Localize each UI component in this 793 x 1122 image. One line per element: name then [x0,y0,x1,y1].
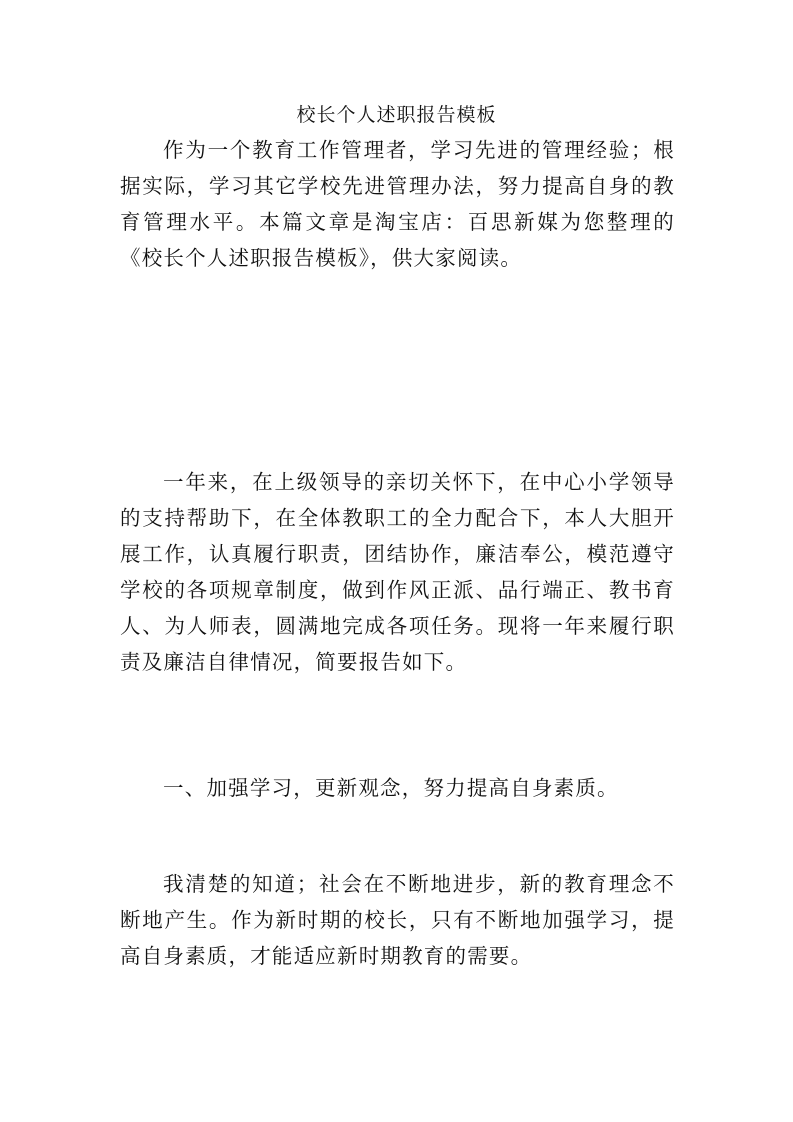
paragraph-overview: 一年来，在上级领导的亲切关怀下，在中心小学领导的支持帮助下，在全体教职工的全力配合下，本人大胆开展工作，认真履行职责，团结协作，廉洁奉公，模范遵守学校的各项规章制度，做到作风正派、品行端正、教书育人、为人师表，圆满地完成各项任务。现将一年来履行职责及廉洁自律情况，简要报告如下。 [120,470,675,674]
document-title: 校长个人述职报告模板 [296,104,497,126]
paragraph-section-1: 我清楚的知道；社会在不断地进步，新的教育理念不断地产生。作为新时期的校长，只有不断地加强学习，提高自身素质，才能适应新时期教育的需要。 [120,872,675,968]
section-heading-1: 一、加强学习，更新观念，努力提高自身素质。 [163,776,619,800]
paragraph-intro: 作为一个教育工作管理者，学习先进的管理经验；根据实际，学习其它学校先进管理办法，努力提高自身的教育管理水平。本篇文章是淘宝店：百思新媒为您整理的《校长个人述职报告模板》，供大家阅读。 [120,138,675,270]
